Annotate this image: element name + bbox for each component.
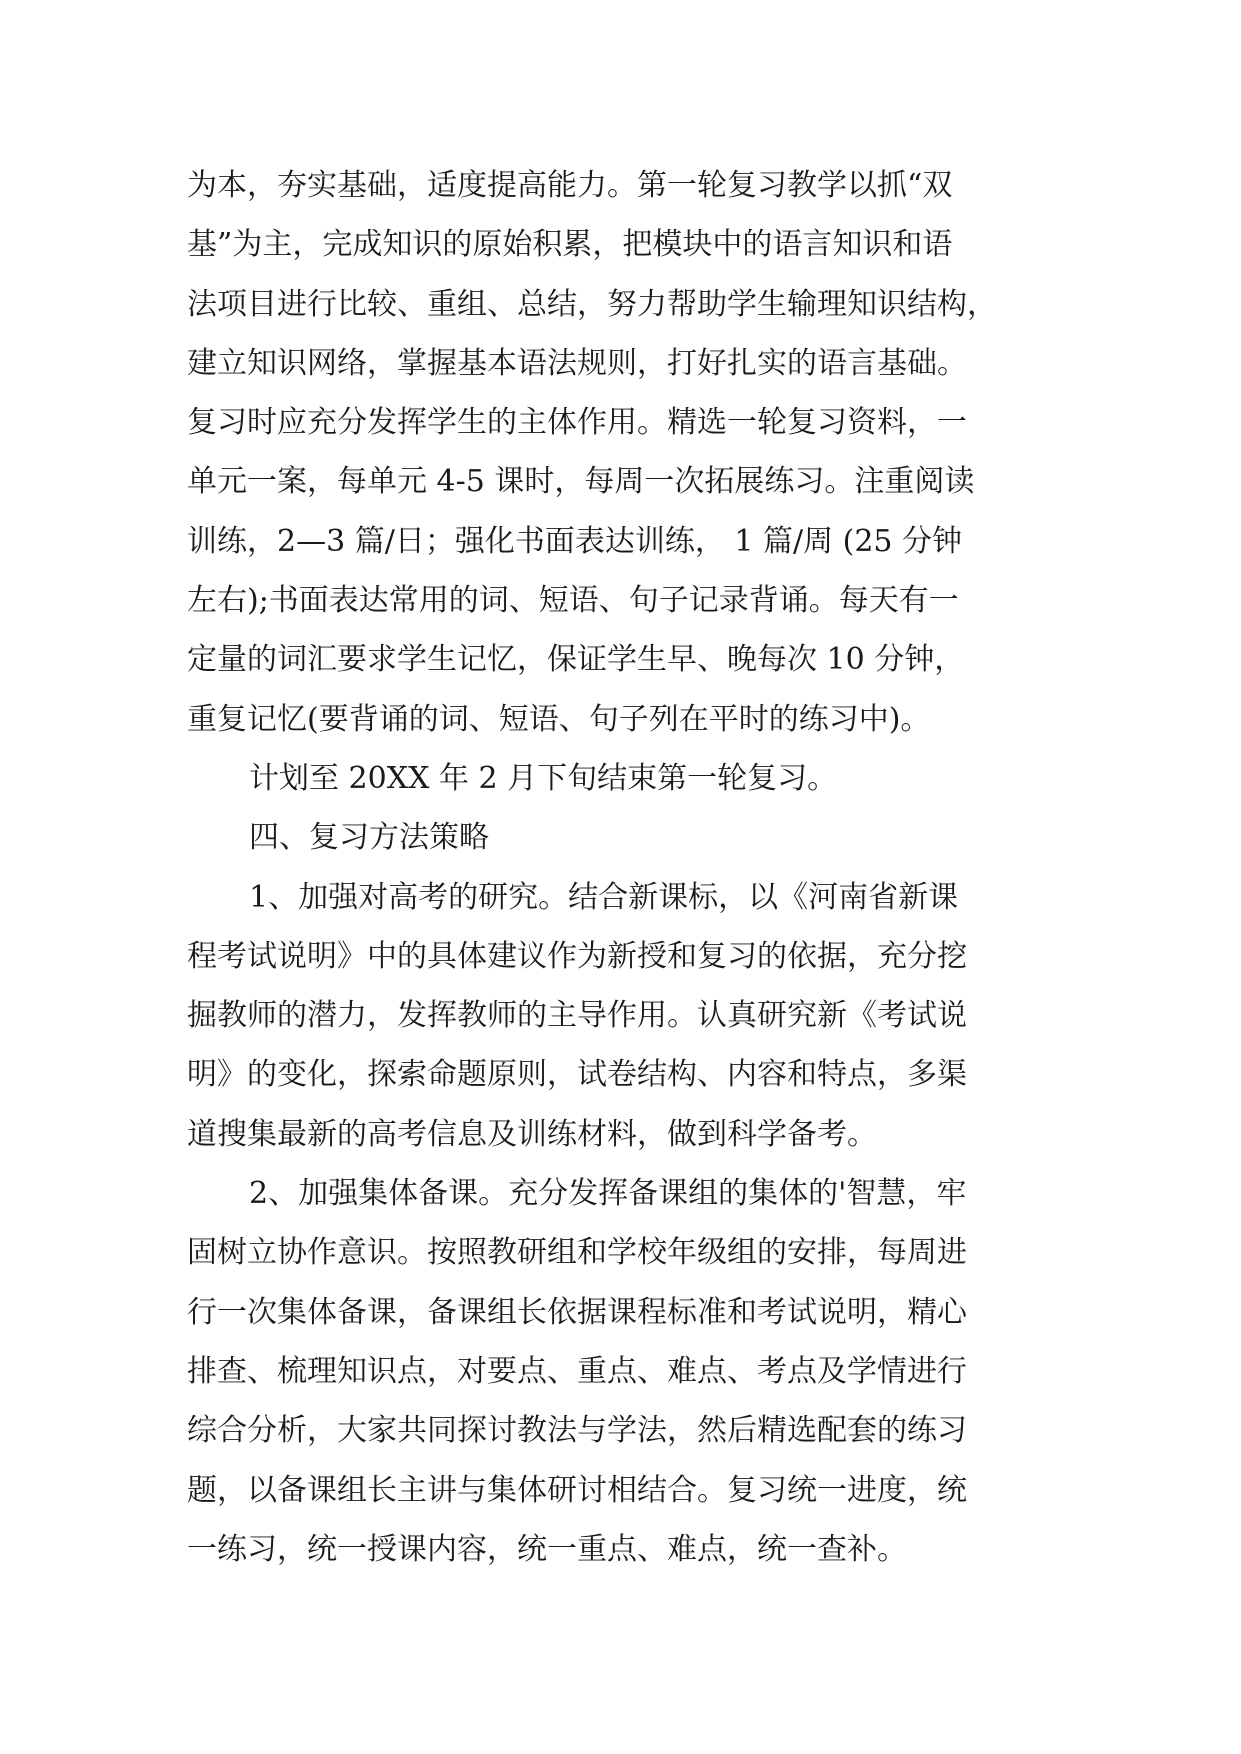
text-line: 一练习，统一授课内容，统一重点、难点，统一查补。 [187, 1531, 907, 1567]
text-line: 掘教师的潜力，发挥教师的主导作用。认真研究新《考试说 [187, 998, 967, 1034]
plan-statement: 计划至 20XX 年 2 月下旬结束第一轮复习。 [249, 760, 838, 796]
text-line: 道搜集最新的高考信息及训练材料，做到科学备考。 [187, 1116, 877, 1152]
text-line: 复习时应充分发挥学生的主体作用。精选一轮复习资料，一 [187, 405, 967, 441]
text-line: 综合分析，大家共同探讨教法与学法，然后精选配套的练习 [187, 1413, 967, 1449]
body-text [187, 156, 1067, 1579]
text-line: 2、加强集体备课。充分发挥备课组的集体的'智慧，牢 [249, 1176, 967, 1212]
text-line: 程考试说明》中的具体建议作为新授和复习的依据，充分挖 [187, 938, 967, 974]
text-line: 法项目进行比较、重组、总结，努力帮助学生输理知识结构， [187, 286, 997, 322]
section-heading: 四、复习方法策略 [249, 820, 489, 856]
text-line: 题，以备课组长主讲与集体研讨相结合。复习统一进度，统 [187, 1472, 967, 1508]
text-line: 左右);书面表达常用的词、短语、句子记录背诵。每天有一 [187, 583, 959, 619]
text-line: 基”为主，完成知识的原始积累，把模块中的语言知识和语 [187, 227, 953, 263]
text-line: 建立知识网络，掌握基本语法规则，打好扎实的语言基础。 [187, 345, 967, 381]
text-line: 1、加强对高考的研究。结合新课标，以《河南省新课 [249, 879, 959, 915]
text-line: 固树立协作意识。按照教研组和学校年级组的安排，每周进 [187, 1235, 967, 1271]
text-line: 明》的变化，探索命题原则，试卷结构、内容和特点，多渠 [187, 1057, 967, 1093]
text-line: 行一次集体备课，备课组长依据课程标准和考试说明，精心 [187, 1294, 967, 1330]
text-line: 排查、梳理知识点，对要点、重点、难点、考点及学情进行 [187, 1353, 967, 1389]
text-line: 单元一案，每单元 4-5 课时，每周一次拓展练习。注重阅读 [187, 464, 975, 500]
text-line: 训练，2—3 篇/日；强化书面表达训练， 1 篇/周 (25 分钟 [187, 523, 963, 559]
text-line: 为本，夯实基础，适度提高能力。第一轮复习教学以抓“双 [187, 168, 953, 203]
text-line: 重复记忆(要背诵的词、短语、句子列在平时的练习中)。 [187, 701, 931, 737]
text-line: 定量的词汇要求学生记忆，保证学生早、晚每次 10 分钟， [187, 642, 965, 678]
